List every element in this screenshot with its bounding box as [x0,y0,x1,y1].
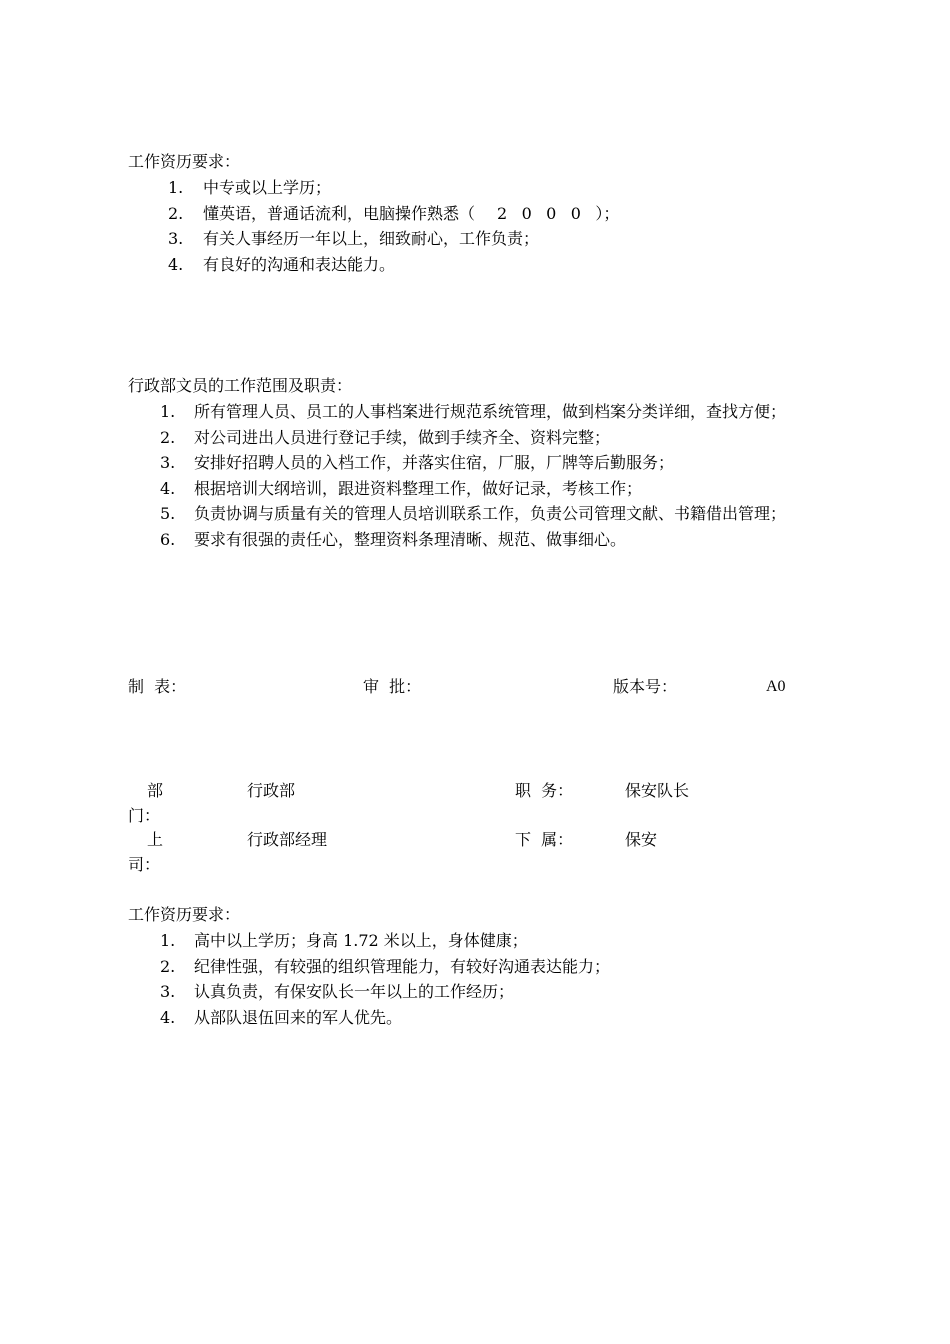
approved-by-label: 审 批： [363,677,422,696]
subordinate-value: 保安 [625,830,658,849]
list-item [168,252,818,278]
list-item [168,201,818,227]
section3-list [160,928,844,1030]
section2-heading: 行政部文员的工作范围及职责： [128,376,353,395]
section3-heading: 工作资历要求： [128,905,241,924]
superior-label-cont: 司： [128,855,161,874]
list-item [160,928,844,954]
list-text: 有关人事经历一年以上，细致耐心，工作负责； [203,229,540,248]
list-number: 4. [160,478,176,498]
list-number: 2. [168,203,184,223]
list-number: 5. [160,504,176,523]
list-item [160,979,844,1005]
list-text: 安排好招聘人员的入档工作，并落实住宿，厂服，厂牌等后勤服务； [194,453,675,472]
list-item [168,175,818,201]
list-number: 1. [160,931,176,950]
subordinate-label: 下 属： [515,830,574,849]
section1-heading: 工作资历要求： [128,152,241,171]
list-item [160,399,844,425]
department-label-cont: 门： [128,806,161,825]
list-text-digits: 2000 [497,203,596,223]
list-text: 懂英语，普通话流利，电脑操作熟悉（ [203,203,476,223]
list-text: 纪律性强，有较强的组织管理能力，有较好沟通表达能力； [194,956,611,976]
job-title-label: 职 务： [515,781,574,800]
list-item [160,527,844,553]
list-number: 6. [160,529,176,549]
list-number: 3. [160,982,176,1001]
list-number: 1. [168,178,184,197]
list-text-tail: ）； [595,203,620,223]
list-text: 负责协调与质量有关的管理人员培训联系工作，负责公司管理文献、书籍借出管理； [194,504,787,523]
list-text: 所有管理人员、员工的人事档案进行规范系统管理，做到档案分类详细，查找方便； [194,402,787,421]
list-text: 对公司进出人员进行登记手续，做到手续齐全、资料完整； [194,427,611,447]
list-text: 从部队退伍回来的军人优先。 [194,1007,403,1027]
list-text: 中专或以上学历； [203,178,332,197]
superior-label: 上 [147,830,164,849]
list-item [160,501,844,527]
list-item [160,1005,844,1031]
list-text: 认真负责，有保安队长一年以上的工作经历； [194,982,515,1001]
list-number: 2. [160,427,176,447]
list-text: 要求有很强的责任心，整理资料条理清晰、规范、做事细心。 [194,529,627,549]
superior-value: 行政部经理 [247,830,328,849]
list-text: 根据培训大纲培训，跟进资料整理工作，做好记录，考核工作； [194,478,643,498]
department-label: 部 [147,781,164,800]
version-label: 版本号： [613,677,678,696]
list-text: 有良好的沟通和表达能力。 [203,254,396,274]
list-number: 1. [160,402,176,421]
prepared-by-label: 制 表： [128,677,187,696]
list-number: 4. [168,254,184,274]
list-item [160,425,844,451]
version-value: A0 [766,678,786,695]
list-number: 2. [160,956,176,976]
list-text: 高中以上学历；身高 1.72 米以上，身体健康； [194,931,528,950]
section1-list [168,175,818,277]
list-number: 4. [160,1007,176,1027]
list-number: 3. [160,453,176,472]
section2-list [160,399,844,552]
list-number: 3. [168,229,184,248]
list-item [168,226,818,252]
list-item [160,450,844,476]
list-item [160,476,844,502]
department-value: 行政部 [247,781,296,800]
job-title-value: 保安队长 [625,781,690,800]
list-item [160,954,844,980]
